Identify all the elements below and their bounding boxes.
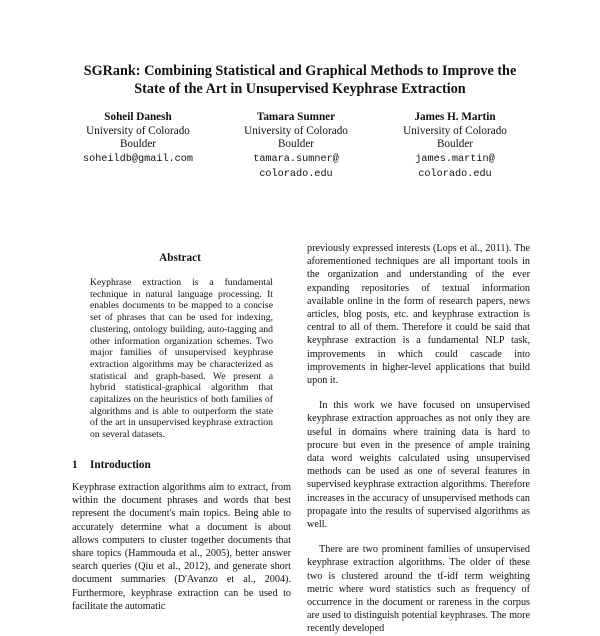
author-block bbox=[53, 111, 223, 167]
left-column-text bbox=[72, 481, 291, 613]
paper-title bbox=[0, 62, 600, 98]
author-block bbox=[211, 111, 381, 182]
author-email: james.martin@ bbox=[415, 153, 495, 165]
author-affiliation-city: Boulder bbox=[277, 138, 315, 150]
author-affiliation: University of Colorado bbox=[244, 124, 348, 137]
section-title: Introduction bbox=[90, 459, 151, 471]
author-email: tamara.sumner@ bbox=[253, 153, 339, 165]
title-line-2: State of the Art in Unsupervised Keyphrase Extraction bbox=[134, 81, 466, 97]
author-name: Tamara Sumner bbox=[256, 111, 336, 123]
author-affiliation-city: Boulder bbox=[436, 138, 474, 150]
abstract-text bbox=[90, 277, 273, 441]
author-block bbox=[370, 111, 540, 182]
abstract-heading: Abstract bbox=[159, 252, 201, 264]
author-email-domain: colorado.edu bbox=[259, 168, 333, 180]
author-name: James H. Martin bbox=[414, 111, 496, 123]
title-line-1: SGRank: Combining Statistical and Graphical Methods to Improve the bbox=[83, 63, 517, 79]
right-column-text bbox=[307, 242, 530, 636]
author-affiliation-city: Boulder bbox=[119, 138, 157, 150]
body-paragraph: previously expressed interests (Lops et al., 2011). The aforementioned techniques are all important tools in the organization and understanding of the ever expanding repositories of textual information available online in the form of research papers, news articles, blog posts, etc. and keyphrase extraction is central to all of them. Therefore it could be said that keyphrase extraction is a fundamental NLP task, improvements in which could cascade into improvements in higher-level applications that build upon it. bbox=[307, 243, 530, 387]
author-affiliation: University of Colorado bbox=[403, 124, 507, 137]
author-email-domain: colorado.edu bbox=[418, 168, 492, 180]
intro-paragraph: Keyphrase extraction algorithms aim to extract, from within the document phrases and words that best represent the document's main topics. Being able to accurately determine what a document is about allows computers to cluster together documents that share topics (Hammouda et al., 2005), better answer search queries (Qiu et al., 2012), and generate short document summaries (D'Avanzo et al., 2004). Furthermore, keyphrase extraction can be used to facilitate the automatic bbox=[72, 482, 291, 612]
author-affiliation: University of Colorado bbox=[86, 124, 190, 137]
author-name: Soheil Danesh bbox=[104, 111, 172, 123]
body-paragraph: In this work we have focused on unsupervised keyphrase extraction approaches as not only they are useful in domains where training data is hard to procure but even in the presence of ample training data word weights calculated using unsupervised methods can be used as one of several features in supervised keyphrase extraction algorithms. Therefore increases in the accuracy of unsupervised methods can propagate into the results of supervised algorithms as well. bbox=[307, 400, 530, 531]
section-heading bbox=[72, 459, 151, 471]
abstract-paragraph: Keyphrase extraction is a fundamental technique in natural language processing. It enables documents to be mapped to a concise set of phrases that can be used for indexing, clustering, ontology building, auto-tagging and other information organization schemes. Two major families of unsupervised keyphrase extraction algorithms may be characterized as statistical and graph-based. We present a hybrid statistical-graphical algorithm that capitalizes on the heuristics of both families of algorithms and is able to outperform the state of the art in unsupervised keyphrase extraction on several datasets. bbox=[90, 277, 273, 441]
author-email: soheildb@gmail.com bbox=[82, 153, 194, 165]
section-number: 1 bbox=[72, 459, 78, 471]
body-paragraph: There are two prominent families of unsupervised keyphrase extraction algorithms. The older of these two is clustered around the tf-idf term weighting metric where word statistics such as frequency of occurrence in the document or rareness in the corpus are used to distinguish potential keyphrases. The more recently developed bbox=[307, 544, 530, 635]
